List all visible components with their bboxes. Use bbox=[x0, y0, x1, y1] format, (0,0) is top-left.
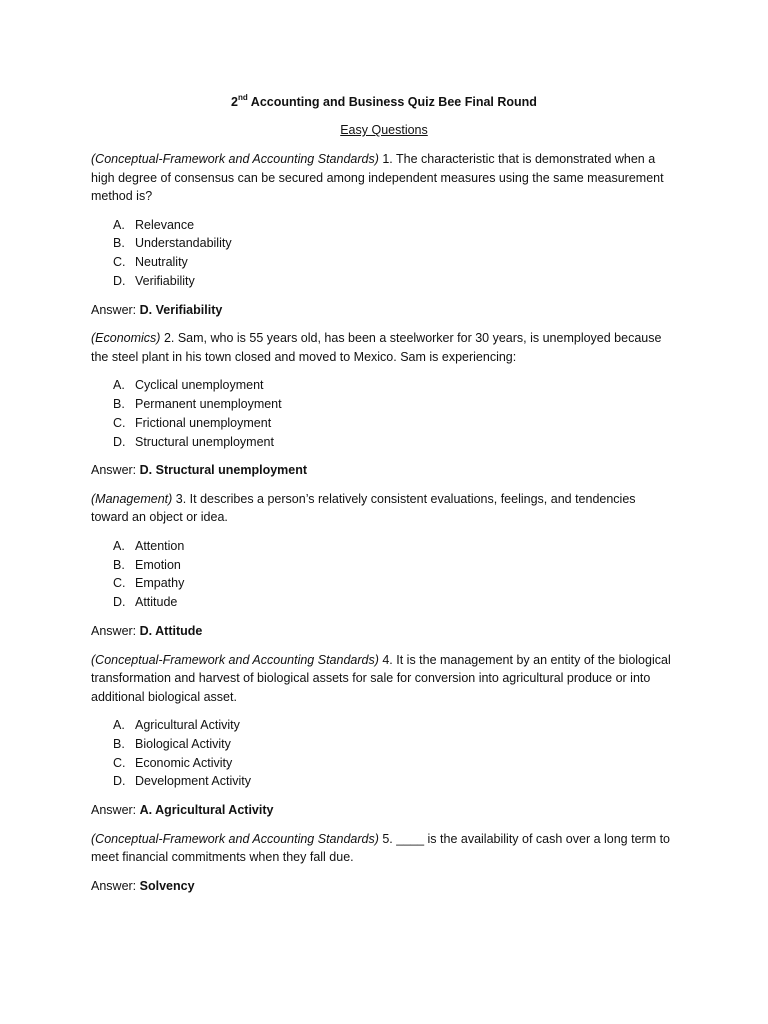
question-text: 1. The characteristic that is demonstrated when a high degree of consensus can be secured among independent measures using the same measurement method is? bbox=[91, 152, 664, 203]
option-item bbox=[113, 272, 676, 291]
option-item bbox=[113, 216, 676, 235]
answer-line bbox=[91, 461, 676, 480]
option-letter: B. bbox=[113, 396, 125, 411]
option-letter: C. bbox=[113, 755, 126, 770]
question-category: (Economics) bbox=[91, 331, 161, 346]
option-text: Frictional unemployment bbox=[135, 415, 272, 430]
option-text: Verifiability bbox=[135, 273, 195, 288]
questions-list bbox=[91, 150, 676, 905]
option-item bbox=[113, 735, 676, 754]
question-category: (Conceptual-Framework and Accounting Standards) bbox=[91, 652, 379, 667]
option-item bbox=[113, 537, 676, 556]
option-letter: D. bbox=[113, 595, 126, 610]
section-title: Easy Questions bbox=[340, 123, 428, 137]
title-superscript: nd bbox=[238, 92, 248, 102]
option-text: Attitude bbox=[135, 595, 178, 610]
option-text: Cyclical unemployment bbox=[135, 378, 264, 393]
option-letter: C. bbox=[113, 576, 126, 591]
option-item bbox=[113, 414, 676, 433]
option-text: Biological Activity bbox=[135, 736, 231, 751]
answer-value: D. Structural unemployment bbox=[139, 463, 308, 478]
option-text: Agricultural Activity bbox=[135, 718, 240, 733]
option-text: Empathy bbox=[135, 576, 185, 591]
answer-line bbox=[91, 301, 676, 320]
option-item bbox=[113, 234, 676, 253]
document-title bbox=[0, 93, 768, 111]
question-category: (Conceptual-Framework and Accounting Standards) bbox=[91, 152, 379, 166]
option-item bbox=[113, 574, 676, 593]
answer-value: D. Verifiability bbox=[139, 302, 223, 317]
question-5 bbox=[91, 830, 676, 867]
option-item bbox=[113, 593, 676, 612]
option-item bbox=[113, 754, 676, 773]
question-text: 4. It is the management by an entity of the biological transformation and harvest of biological assets for sale for conversion into agricultural produce or into additional biological asset. bbox=[91, 652, 671, 704]
answer-line bbox=[91, 622, 676, 641]
option-letter: B. bbox=[113, 236, 125, 251]
option-letter: A. bbox=[113, 538, 125, 553]
title-rest: Accounting and Business Quiz Bee Final Round bbox=[247, 95, 537, 109]
answer-line bbox=[91, 801, 676, 820]
answer-value: Solvency bbox=[139, 878, 195, 893]
answer-line bbox=[91, 877, 676, 896]
option-item bbox=[113, 716, 676, 735]
answer-label: Answer: bbox=[91, 878, 140, 893]
option-item bbox=[113, 433, 676, 452]
option-letter: A. bbox=[113, 378, 125, 393]
option-item bbox=[113, 253, 676, 272]
question-text: 2. Sam, who is 55 years old, has been a steelworker for 30 years, is unemployed because the steel plant in his town closed and moved to Mexico. Sam is experiencing: bbox=[91, 331, 662, 364]
question-category: (Conceptual-Framework and Accounting Standards) bbox=[91, 831, 379, 846]
title-prefix: 2 bbox=[231, 95, 238, 109]
option-letter: A. bbox=[113, 718, 125, 733]
question-3 bbox=[91, 490, 676, 527]
question-category: (Management) bbox=[91, 491, 173, 506]
option-item bbox=[113, 376, 676, 395]
option-text: Economic Activity bbox=[135, 755, 233, 770]
option-text: Emotion bbox=[135, 557, 181, 572]
options-list bbox=[91, 216, 676, 291]
option-text: Structural unemployment bbox=[135, 434, 274, 449]
option-letter: C. bbox=[113, 255, 126, 270]
answer-label: Answer: bbox=[91, 463, 140, 478]
title-block bbox=[0, 93, 768, 140]
answer-label: Answer: bbox=[91, 302, 140, 317]
answer-value: A. Agricultural Activity bbox=[139, 803, 274, 818]
option-item bbox=[113, 556, 676, 575]
options-list bbox=[91, 376, 676, 451]
option-text: Relevance bbox=[135, 217, 195, 232]
option-letter: C. bbox=[113, 415, 126, 430]
option-letter: B. bbox=[113, 557, 125, 572]
option-letter: B. bbox=[113, 736, 125, 751]
option-letter: A. bbox=[113, 217, 125, 232]
question-2 bbox=[91, 329, 676, 366]
answer-label: Answer: bbox=[91, 624, 140, 639]
answer-label: Answer: bbox=[91, 803, 140, 818]
option-letter: D. bbox=[113, 434, 126, 449]
option-text: Permanent unemployment bbox=[135, 396, 282, 411]
options-list bbox=[91, 716, 676, 791]
question-1 bbox=[91, 150, 676, 206]
option-text: Neutrality bbox=[135, 255, 188, 270]
options-list bbox=[91, 537, 676, 612]
option-letter: D. bbox=[113, 774, 126, 789]
question-text: 5. ____ is the availability of cash over a long term to meet financial commitments when they fall due. bbox=[91, 831, 671, 865]
option-item bbox=[113, 772, 676, 791]
option-text: Understandability bbox=[135, 236, 232, 251]
option-text: Development Activity bbox=[135, 774, 252, 789]
option-item bbox=[113, 395, 676, 414]
question-text: 3. It describes a person’s relatively consistent evaluations, feelings, and tendencies toward an object or idea. bbox=[91, 491, 636, 525]
option-letter: D. bbox=[113, 273, 126, 288]
option-text: Attention bbox=[135, 538, 185, 553]
answer-value: D. Attitude bbox=[139, 624, 203, 639]
question-4 bbox=[91, 651, 676, 707]
